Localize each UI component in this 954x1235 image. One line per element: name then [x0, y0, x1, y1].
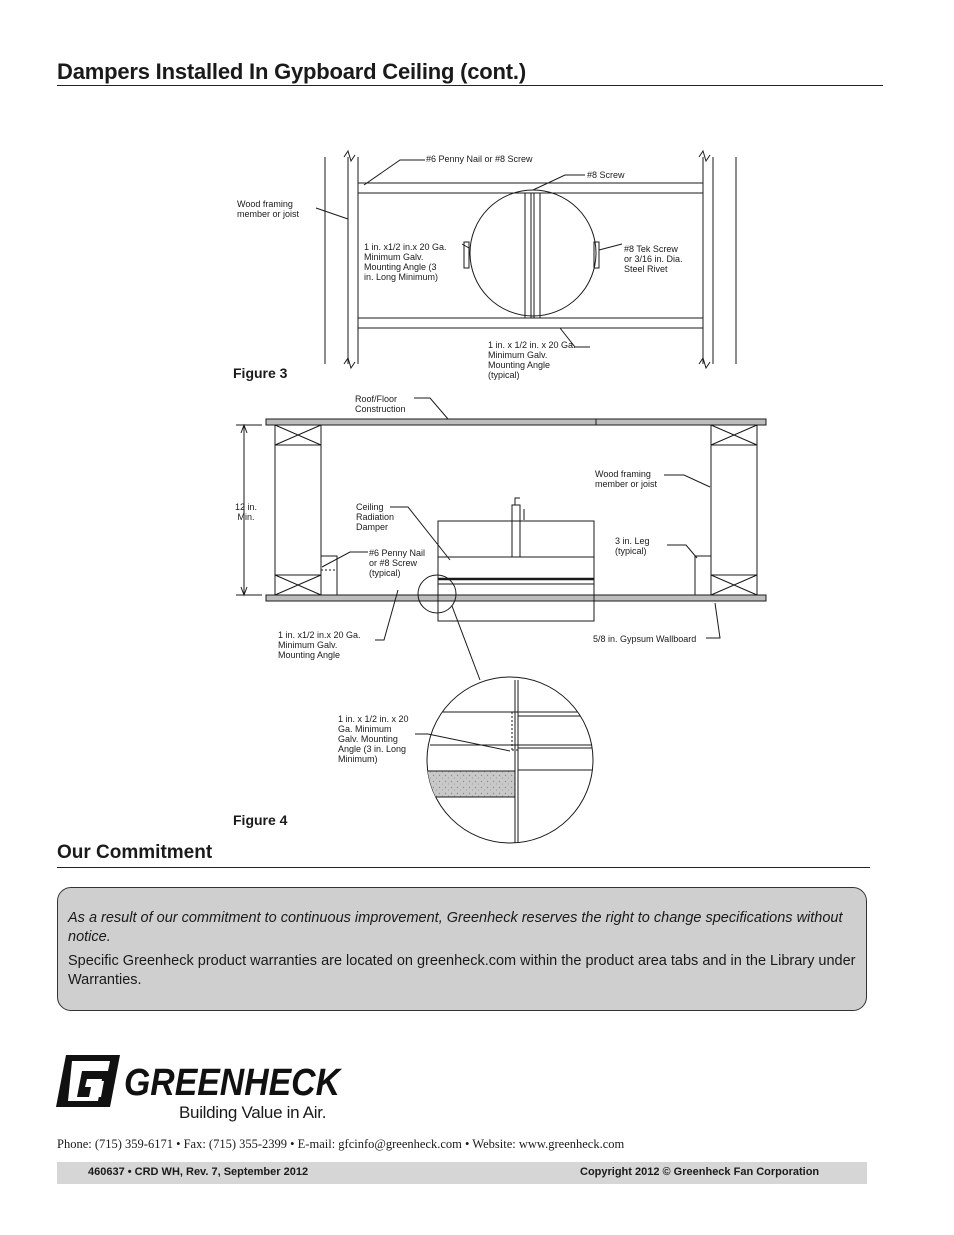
- fig4-angle-label: 1 in. x1/2 in.x 20 Ga. Minimum Galv. Mounting Angle: [278, 630, 361, 660]
- figure4-detail: [415, 677, 600, 860]
- footer-doc-number: 460637 • CRD WH, Rev. 7, September 2012: [88, 1166, 309, 1178]
- figure3-caption: Figure 3: [233, 365, 288, 381]
- fig3-nail-label: #6 Penny Nail or #8 Screw: [426, 154, 533, 164]
- fig4-nail-label: #6 Penny Nail or #8 Screw (typical): [369, 548, 426, 578]
- fig4-gypsum-label: 5/8 in. Gypsum Wallboard: [593, 634, 697, 644]
- fig3-screw-label: #8 Screw: [587, 170, 625, 180]
- fig4-leg-label: 3 in. Leg (typical): [615, 536, 650, 556]
- fig4-min-label: 12 in. Min.: [234, 502, 258, 522]
- footer-copyright: Copyright 2012 © Greenheck Fan Corporation: [580, 1166, 820, 1178]
- fig3-bottom-angle-label: 1 in. x 1/2 in. x 20 Ga. Minimum Galv. Mounting Angle (typical): [488, 340, 576, 380]
- fig3-wood-label: Wood framing member or joist: [237, 199, 300, 219]
- logo-wordmark: GREENHECK: [124, 1062, 343, 1104]
- commitment-rule: [57, 867, 870, 868]
- fig3-tek-label: #8 Tek Screw or 3/16 in. Dia. Steel Rivet: [624, 244, 683, 274]
- fig4-wood-label: Wood framing member or joist: [595, 469, 658, 489]
- commitment-box: [57, 887, 867, 1011]
- page-title: Dampers Installed In Gypboard Ceiling (cont.): [57, 59, 526, 84]
- fig3-angle-label: 1 in. x1/2 in.x 20 Ga. Minimum Galv. Mounting Angle (3 in. Long Minimum): [364, 242, 447, 282]
- commitment-italic-text: As a result of our commitment to continuous improvement, Greenheck reserves the right to change specifications without notice.: [68, 910, 843, 945]
- figure4-caption: Figure 4: [233, 812, 288, 828]
- contact-info: Phone: (715) 359-6171 • Fax: (715) 355-2399 • E-mail: gfcinfo@greenheck.com • Website: www.greenheck.com: [57, 1137, 625, 1151]
- commitment-body-text: Specific Greenheck product warranties are located on greenheck.com within the product area tabs and in the Library under Warranties.: [68, 953, 856, 988]
- fig4-damper-label: Ceiling Radiation Damper: [356, 502, 395, 532]
- commitment-heading: Our Commitment: [57, 842, 213, 863]
- greenheck-mark-icon: [56, 1055, 120, 1107]
- fig4-detail-label: 1 in. x 1/2 in. x 20 Ga. Minimum Galv. Mounting Angle (3 in. Long Minimum): [338, 714, 409, 764]
- fig4-roof-label: Roof/Floor Construction: [355, 394, 406, 414]
- brand-slogan: Building Value in Air.: [179, 1103, 327, 1122]
